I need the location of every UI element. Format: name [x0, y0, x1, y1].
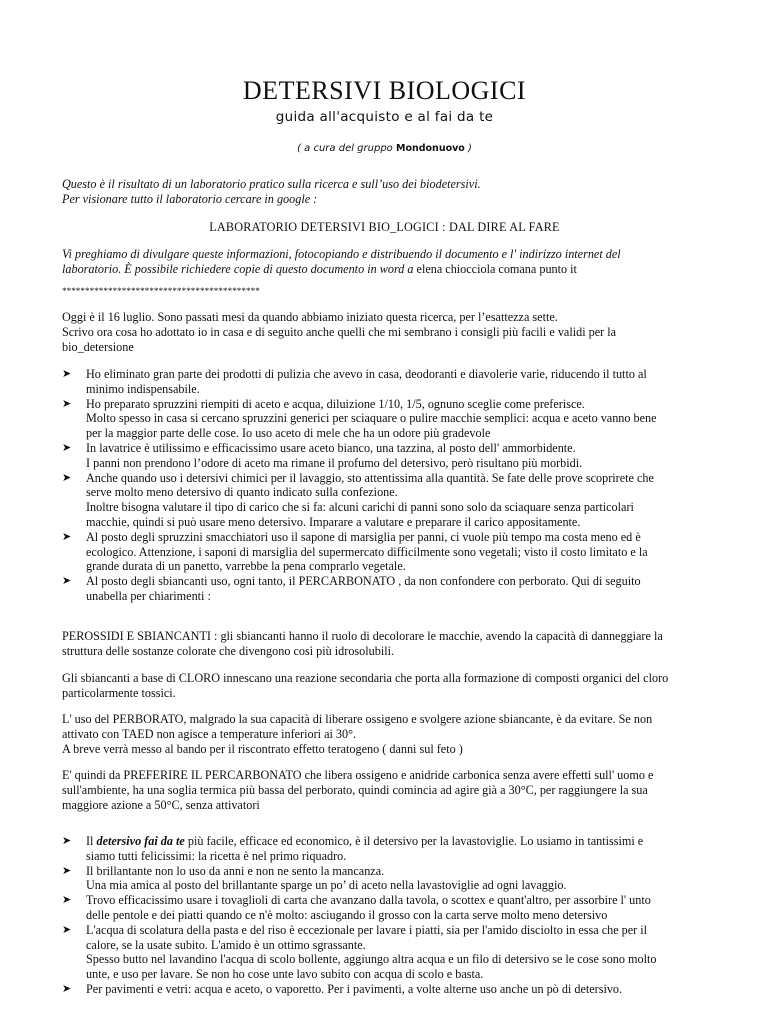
- peroxides-paragraph: PEROSSIDI E SBIANCANTI : gli sbiancanti hanno il ruolo di decolorare le macchie, avendo la capacità di danneggiare la struttura delle sostanze colorate che divengono così più idrosolubili.: [62, 629, 663, 658]
- arrow-bullet-icon: ➤: [62, 894, 72, 907]
- list-item: ➤ Anche quando uso i detersivi chimici per il lavaggio, sto attentissima alla quantità. Se fate delle prove scoprirete che serve molto meno detersivo di quanto indicato sulla confezione. Inoltre bisogna valutare il tipo di carico che si fa: alcuni carichi di panni sono solo da sciaquare senza particolari macchie, quindi si può usare meno detersivo. Imparare a valutare e preparare il carico appositamente.: [62, 470, 654, 529]
- arrow-bullet-icon: ➤: [62, 471, 72, 484]
- list-item: ➤ Per pavimenti e vetri: acqua e aceto, o vaporetto. Per i pavimenti, a volte alterne uso anche un pò di detersivo.: [62, 981, 623, 996]
- intro-line: Questo è il risultato di un laboratorio pratico sulla ricerca e sull’uso dei biodetersivi.: [62, 177, 481, 191]
- intro-line: Per visionare tutto il laboratorio cercare in google :: [62, 191, 318, 206]
- appeal-line: Vi preghiamo di divulgare queste informazioni, fotocopiando e distribuendo il documento e l' indirizzo internet del: [62, 247, 621, 261]
- arrow-bullet-icon: ➤: [62, 923, 72, 936]
- list-item: ➤ Ho preparato spruzzini riempiti di aceto e acqua, diluizione 1/10, 1/5, ognuno sceglie come preferisce. Molto spesso in casa si cercano spruzzini generici per sciaquare o pulire macchie semplici: acqua e aceto vanno bene per la maggior parte delle cose. Io uso aceto di mele che ha un odore più gradevole: [62, 396, 657, 441]
- diary-line: Scrivo ora cosa ho adottato io in casa e di seguito anche quelli che mi sembrano i consigli più facili e validi per la: [62, 324, 617, 339]
- appeal-paragraph: [62, 247, 712, 277]
- document-title: DETERSIVI BIOLOGICI: [242, 76, 527, 105]
- credit-group: Mondonuovo: [395, 143, 465, 154]
- document-subtitle: guida all'acquisto e al fai da te: [275, 109, 494, 125]
- emphasis-text: detersivo fai da te: [96, 834, 185, 848]
- list-item: ➤ L'acqua di scolatura della pasta e del riso è eccezionale per lavare i piatti, sia per l'amido disciolto in essa che per il calore, se la usate subito. L'amido è un ottimo sgrassante. Spesso butto nel lavandino l'acqua di scolo bollente, aggiungo altra acqua e un filo di detersivo se le cose sono molto unte, e uso per lavare. Se non ho cose unte lavo subito con acqua di scolo e basta.: [62, 922, 657, 982]
- list-item: ➤ Al posto degli sbiancanti uso, ogni tanto, il PERCARBONATO , da non confondere con perborato. Qui di seguito unabella per chiarimenti :: [62, 574, 641, 603]
- arrow-bullet-icon: ➤: [62, 575, 72, 588]
- intro-paragraph: [62, 177, 712, 207]
- arrow-bullet-icon: ➤: [62, 530, 72, 543]
- arrow-bullet-icon: ➤: [62, 441, 72, 454]
- separator: *******************************************: [62, 286, 260, 296]
- perborate-paragraph: L' uso del PERBORATO, malgrado la sua capacità di liberare ossigeno e svolgere azione sbiancante, è da evitare. Se non attivato con TAED non agisce a temperature inferiori ai 30°. A breve verrà messo al bando per il riscontrato effetto teratogeno ( danni sul feto ): [62, 712, 653, 756]
- arrow-bullet-icon: ➤: [62, 397, 72, 410]
- arrow-bullet-icon: ➤: [62, 864, 72, 877]
- arrow-bullet-icon: ➤: [62, 368, 72, 380]
- list-item: ➤ Ho eliminato gran parte dei prodotti di pulizia che avevo in casa, deodoranti e diavolerie varie, riducendo il tutto al minimo indispensabile.: [62, 367, 647, 396]
- diary-paragraph: [62, 310, 712, 354]
- credit-line: [62, 143, 707, 154]
- list-item: ➤ Al posto degli spruzzini smacchiatori uso il sapone di marsiglia per panni, ci vuole più tempo ma costa meno ed è ecologico. Attenzione, i saponi di marsiglia del supermercato difficilmente sono vegetali; visto il costo limitato e la grande durata di un panetto, varrebbe la pena comprarlo vegetale.: [62, 529, 648, 574]
- list-item: ➤ Il detersivo fai da te più facile, efficace ed economico, è il detersivo per la lavastoviglie. Lo usiamo in tantissimi e siamo tutti felicissimi: la ricetta è nel primo riquadro.: [62, 834, 644, 863]
- arrow-bullet-icon: ➤: [62, 982, 72, 995]
- credit-suffix: ): [468, 143, 472, 154]
- list-item: ➤ In lavatrice è utilissimo e efficacissimo usare aceto bianco, una tazzina, al posto dell' ammorbidente. I panni non prendono l’odore di aceto ma rimane il profumo del detersivo, però risultano più morbidi.: [62, 440, 583, 470]
- diary-line: Oggi è il 16 luglio. Sono passati mesi da quando abbiamo iniziato questa ricerca, per l’esattezza sette.: [62, 310, 558, 324]
- arrow-bullet-icon: ➤: [62, 835, 72, 847]
- list-item: ➤ Il brillantante non lo uso da anni e non ne sento la mancanza. Una mia amica al posto del brillantante sparge un po’ di aceto nella lavastoviglie ad ogni lavaggio.: [62, 863, 567, 893]
- chlorine-paragraph: Gli sbiancanti a base di CLORO innescano una reazione secondaria che porta alla formazione di composti organici del cloro particolarmente tossici.: [62, 671, 669, 700]
- credit-prefix: ( a cura del gruppo: [297, 143, 393, 154]
- percarbonate-paragraph: E' quindi da PREFERIRE IL PERCARBONATO che libera ossigeno e anidride carbonica senza avere effetti sull' uomo e sull'ambiente, ha una soglia termica più bassa del perborato, quindi comincia ad agire già a 30°C, per raggiungere la sua maggiore azione a 50°C, senza attivatori: [62, 768, 654, 812]
- tips-list: [62, 367, 712, 604]
- dishwashing-list: [62, 834, 712, 997]
- appeal-line: laboratorio. È possibile richiedere copie di questo documento in word a: [62, 261, 414, 276]
- diary-line: bio_detersione: [62, 339, 134, 354]
- contact-text: elena chiocciola comana punto it: [416, 261, 577, 276]
- section-title: LABORATORIO DETERSIVI BIO_LOGICI : DAL DIRE AL FARE: [209, 220, 560, 234]
- list-item: ➤ Trovo efficacissimo usare i tovaglioli di carta che avanzano dalla tavola, o scottex e quant'altro, per assorbire l' unto delle pentole e dei piatti quando ce n'è molto: asciugando il grosso con la carta serve molto meno detersivo: [62, 893, 651, 922]
